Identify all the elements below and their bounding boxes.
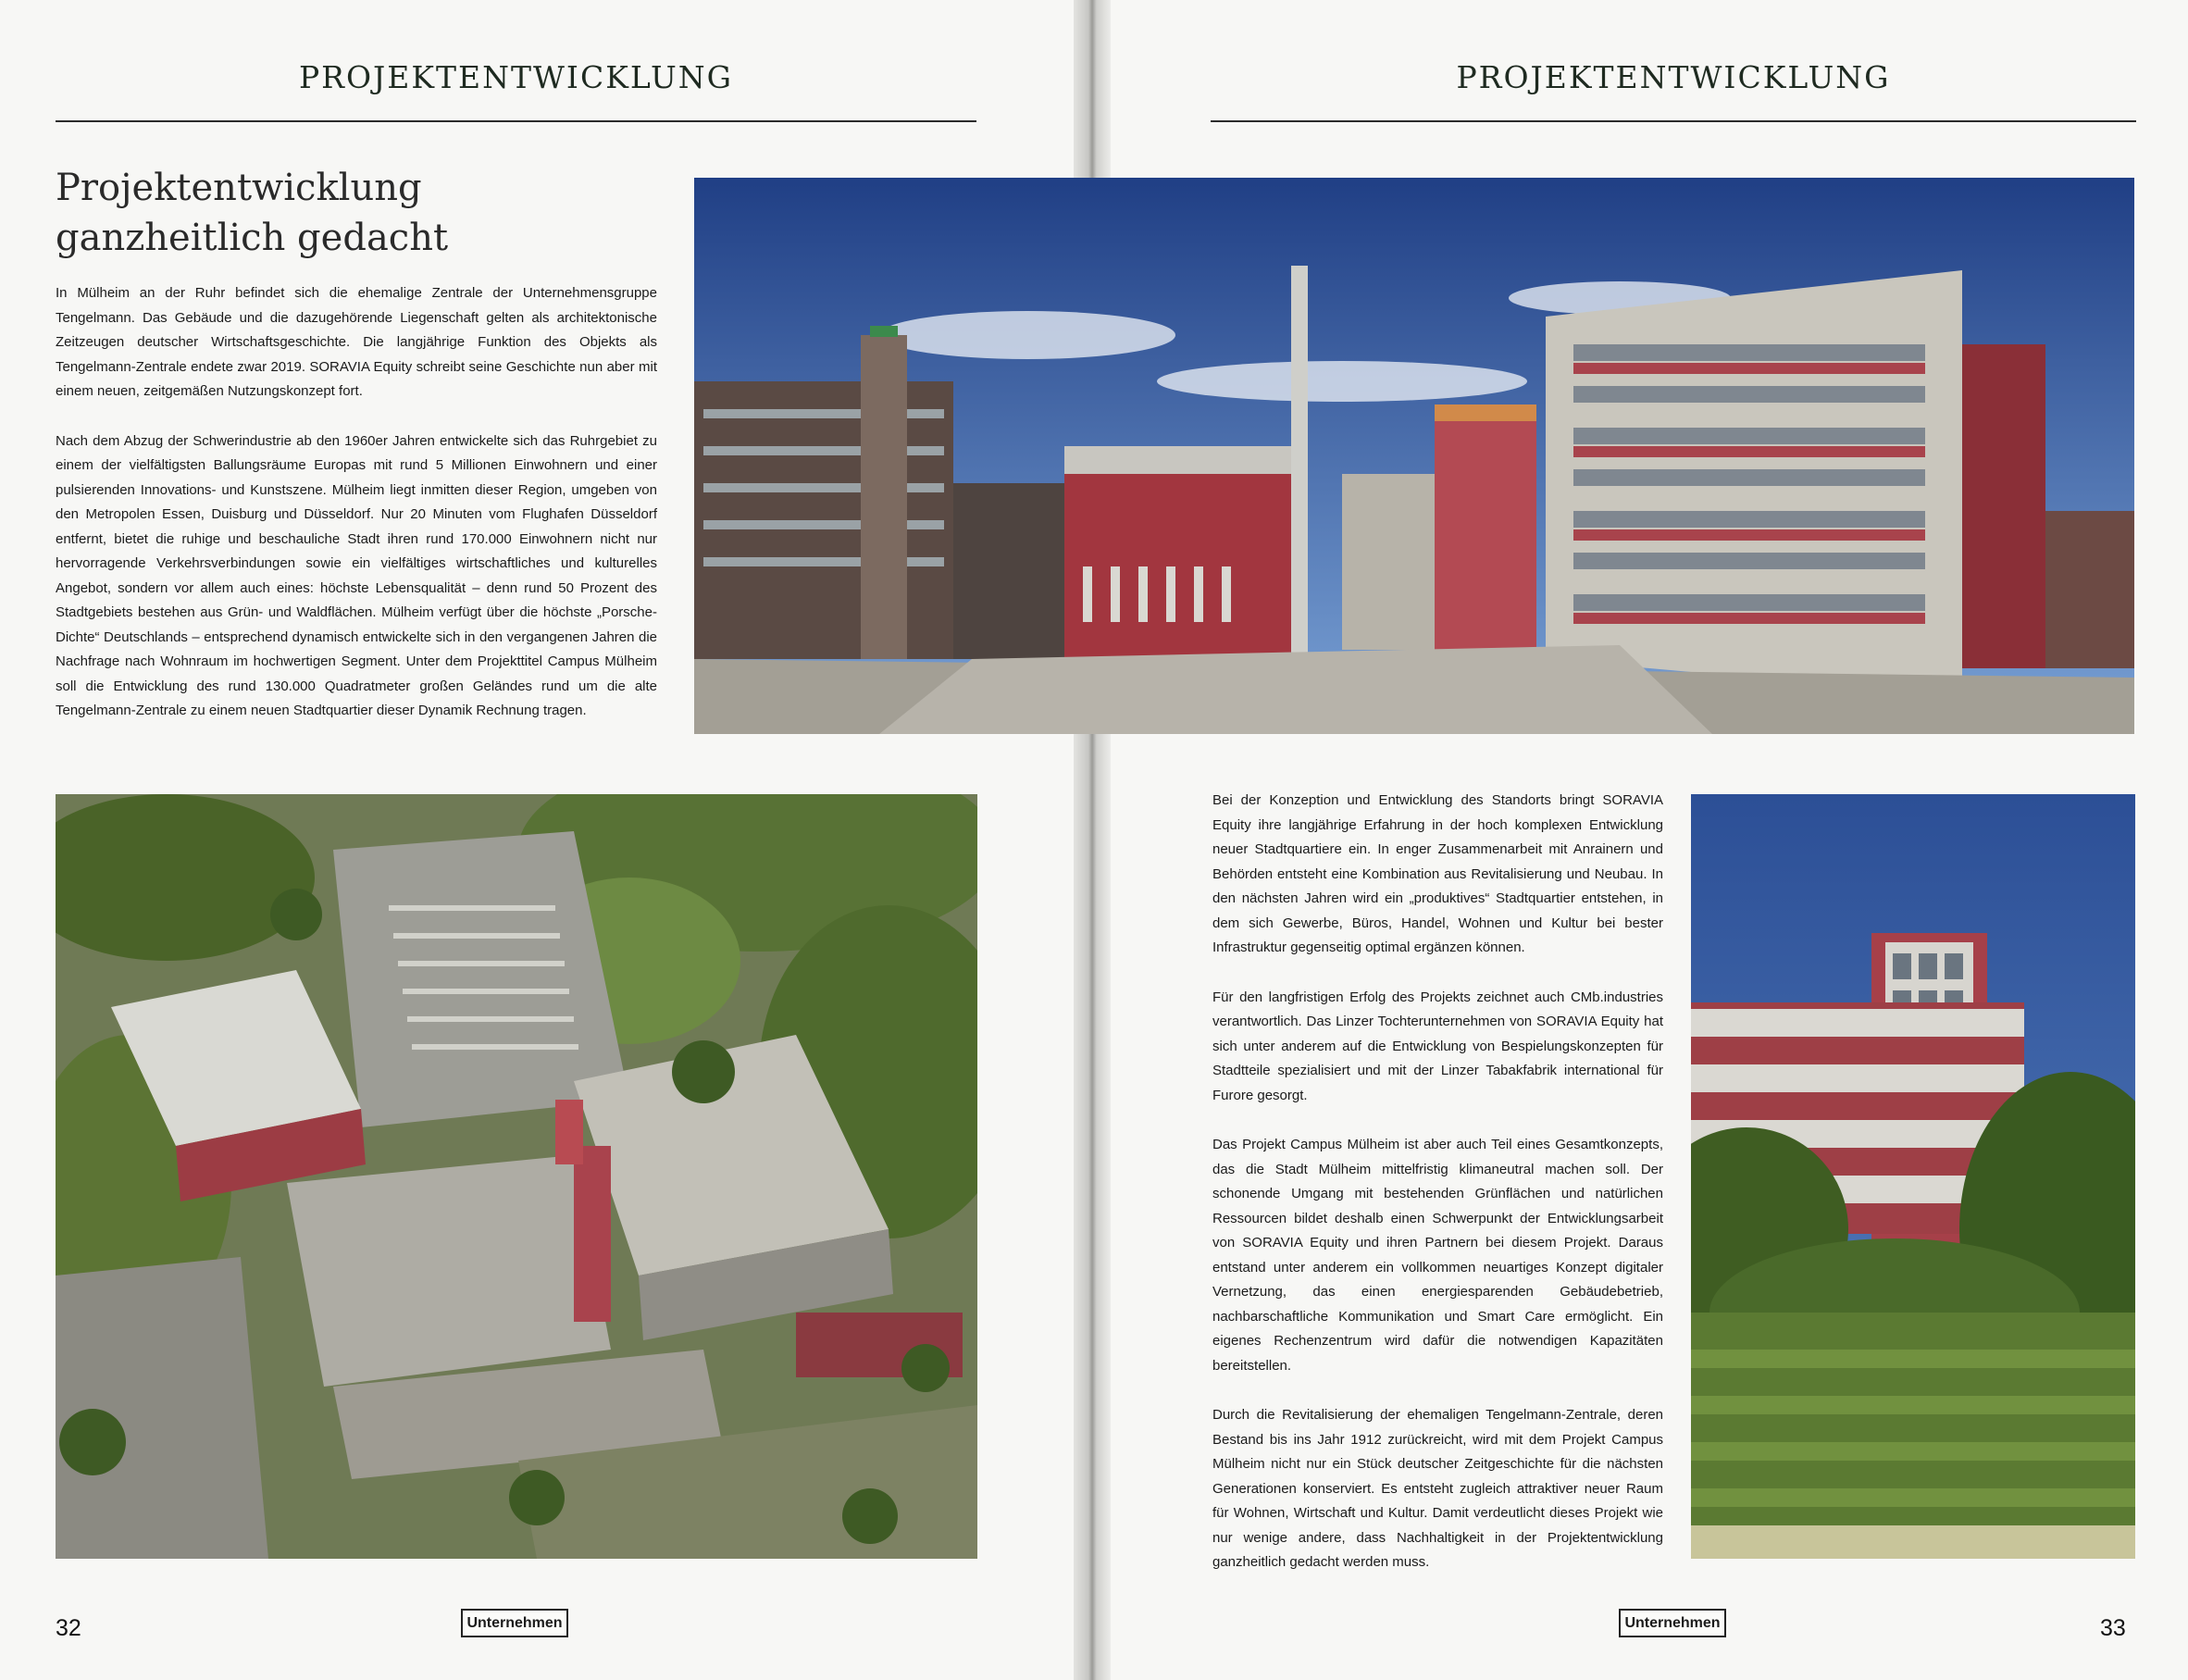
running-head: PROJEKTENTWICKLUNG (1456, 59, 1891, 95)
intro-text (56, 281, 657, 749)
page-number: 33 (2100, 1615, 2126, 1641)
section-tag: Unternehmen (1619, 1609, 1726, 1637)
section-tag: Unternehmen (461, 1609, 568, 1637)
paragraph: Für den langfristigen Erfolg des Projekts zeichnet auch CMb.industries verantwortlich. Das Linzer Tochterunternehmen von SORAVIA Equity hat sich unter anderem auf die Entwicklung von Bespielungskonzepten für Stadtteile spezialisiert und mit der Linzer Tabakfabrik international für Furore gesorgt. (1212, 989, 1663, 1103)
header-rule (1211, 120, 2136, 122)
running-head: PROJEKTENTWICKLUNG (298, 59, 734, 95)
body-text (1212, 789, 1663, 1600)
paragraph: Das Projekt Campus Mülheim ist aber auch Teil eines Gesamtkonzepts, das die Stadt Mülheim mittelfristig klimaneutral machen soll. Der schonende Umgang mit bestehenden Grünflächen und natürlichen Ressourcen bildet deshalb einen Schwerpunkt der Entwicklungsarbeit von SORAVIA Equity und ihren Partnern bei diesem Projekt. Daraus entstand unter anderem ein vollkommen neuartiges Konzept digitaler Vernetzung, das einen energiesparenden Gebäudebetrieb, nachbarschaftliche Kommunikation und Smart Care ermöglicht. Ein eigenes Rechenzentrum wird dafür die notwendigen Kapazitäten bereitstellen. (1212, 1137, 1663, 1374)
building-garden-photo (1691, 794, 2135, 1559)
article-headline (56, 163, 448, 263)
panorama-photo (694, 178, 2134, 734)
paragraph: In Mülheim an der Ruhr befindet sich die ehemalige Zentrale der Unternehmensgruppe Tengelmann. Das Gebäude und die dazugehörende Liegenschaft gelten als architektonische Zeitzeugen deutscher Wirtschaftsgeschichte. Die langjährige Funktion des Objekts als Tengelmann-Zentrale endete zwar 2019. SORAVIA Equity schreibt seine Geschichte nun aber mit einem neuen, zeitgemäßen Nutzungskonzept fort. (56, 285, 657, 399)
headline-line-2: ganzheitlich gedacht (56, 217, 449, 259)
headline-line-1: Projektentwicklung (56, 167, 422, 209)
page-number: 32 (56, 1615, 81, 1641)
paragraph: Bei der Konzeption und Entwicklung des Standorts bringt SORAVIA Equity ihre langjährige Erfahrung in der hoch komplexen Entwicklung neuer Stadtquartiere ein. In enger Zusammenarbeit mit Anrainern und Behörden entsteht eine Kombination aus Revitalisierung und Neubau. In den nächsten Jahren wird ein „produktives“ Stadtquartier entstehen, in dem sich Gewerbe, Büros, Handel, Wohnen und Kultur bei bester Infrastruktur gegenseitig optimal ergänzen können. (1212, 792, 1663, 955)
paragraph: Durch die Revitalisierung der ehemaligen Tengelmann-Zentrale, deren Bestand bis ins Jahr 1912 zurückreicht, wird mit dem Projekt Campus Mülheim nicht nur ein Stück deutscher Zeitgeschichte für die nächsten Generationen konserviert. Es entsteht zugleich attraktiver neuer Raum für Wohnen, Wirtschaft und Kultur. Damit verdeutlicht dieses Projekt wie nur wenige andere, dass Nachhaltigkeit in der Projektentwicklung ganzheitlich gedacht werden muss. (1212, 1407, 1663, 1570)
aerial-photo (56, 794, 977, 1559)
paragraph: Nach dem Abzug der Schwerindustrie ab den 1960er Jahren entwickelte sich das Ruhrgebiet zu einem der vielfältigsten Ballungsräume Europas mit rund 5 Millionen Einwohnern und einer pulsierenden Innovations- und Kunstszene. Mülheim liegt inmitten dieser Region, umgeben von den Metropolen Essen, Duisburg und Düsseldorf. Nur 20 Minuten vom Flughafen Düsseldorf entfernt, bietet die ruhige und beschauliche Stadt ihren rund 170.000 Einwohnern nicht nur hervorragende Verkehrsverbindungen sowie ein vielfältiges wirtschaftliches und kulturelles Angebot, sondern vor allem auch eines: höchste Lebensqualität – denn rund 50 Prozent des Stadtgebiets bestehen aus Grün- und Waldflächen. Mülheim verfügt über die höchste „Porsche-Dichte“ Deutschlands – entsprechend dynamisch entwickelte sich in den vergangenen Jahren die Nachfrage nach Wohnraum im hochwertigen Segment. Unter dem Projekttitel Campus Mülheim soll die Entwicklung des rund 130.000 Quadratmeter großen Geländes rund um die alte Tengelmann-Zentrale zu einem neuen Stadtquartier dieser Dynamik Rechnung tragen. (56, 432, 657, 718)
header-rule (56, 120, 976, 122)
